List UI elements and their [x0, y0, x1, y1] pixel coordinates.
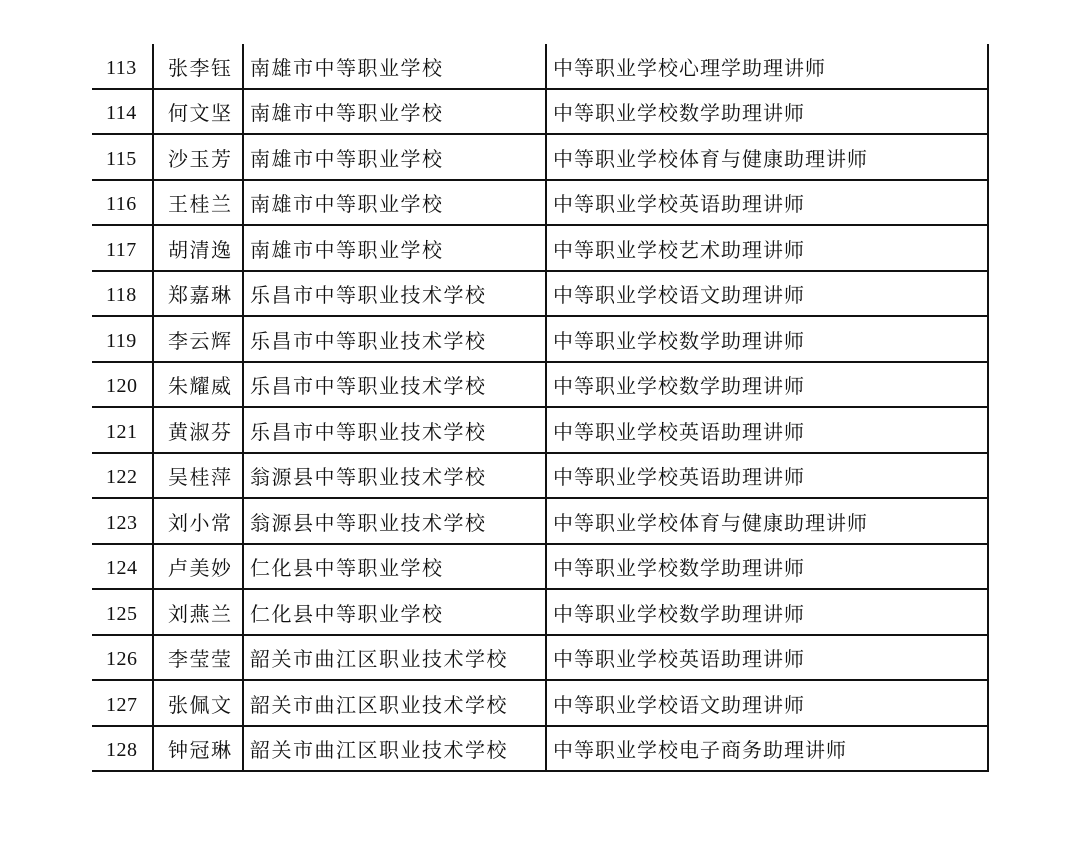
person-name: 郑嘉琳: [153, 271, 243, 317]
table-row: [92, 44, 988, 89]
person-name: 张佩文: [153, 680, 243, 726]
table-row: [92, 726, 988, 772]
row-number: 127: [92, 680, 153, 726]
table-row: [92, 589, 988, 635]
row-number: 126: [92, 635, 153, 681]
row-number: 116: [92, 180, 153, 226]
school-name: 乐昌市中等职业技术学校: [243, 407, 546, 453]
table-row: [92, 316, 988, 362]
school-name: 南雄市中等职业学校: [243, 89, 546, 135]
qualification-title: 中等职业学校心理学助理讲师: [546, 44, 988, 89]
row-number: 128: [92, 726, 153, 772]
table-row: [92, 180, 988, 226]
person-name: 卢美妙: [153, 544, 243, 590]
school-name: 翁源县中等职业技术学校: [243, 453, 546, 499]
school-name: 韶关市曲江区职业技术学校: [243, 680, 546, 726]
row-number: 122: [92, 453, 153, 499]
table-row: [92, 134, 988, 180]
person-name: 何文坚: [153, 89, 243, 135]
person-name: 刘燕兰: [153, 589, 243, 635]
table-row: [92, 635, 988, 681]
person-name: 胡清逸: [153, 225, 243, 271]
qualification-title: 中等职业学校体育与健康助理讲师: [546, 134, 988, 180]
school-name: 南雄市中等职业学校: [243, 44, 546, 89]
school-name: 韶关市曲江区职业技术学校: [243, 726, 546, 772]
person-name: 钟冠琳: [153, 726, 243, 772]
person-name: 李莹莹: [153, 635, 243, 681]
qualification-title: 中等职业学校数学助理讲师: [546, 89, 988, 135]
school-name: 仁化县中等职业学校: [243, 589, 546, 635]
qualification-title: 中等职业学校数学助理讲师: [546, 589, 988, 635]
school-name: 乐昌市中等职业技术学校: [243, 362, 546, 408]
table-row: [92, 544, 988, 590]
roster-sheet: [92, 44, 988, 772]
row-number: 119: [92, 316, 153, 362]
row-number: 124: [92, 544, 153, 590]
qualification-title: 中等职业学校数学助理讲师: [546, 362, 988, 408]
table-row: [92, 271, 988, 317]
person-name: 张李钰: [153, 44, 243, 89]
school-name: 乐昌市中等职业技术学校: [243, 271, 546, 317]
person-name: 吴桂萍: [153, 453, 243, 499]
roster-table-body: [92, 44, 988, 771]
row-number: 115: [92, 134, 153, 180]
qualification-title: 中等职业学校数学助理讲师: [546, 544, 988, 590]
row-number: 114: [92, 89, 153, 135]
row-number: 118: [92, 271, 153, 317]
table-row: [92, 453, 988, 499]
table-row: [92, 407, 988, 453]
person-name: 刘小常: [153, 498, 243, 544]
table-row: [92, 680, 988, 726]
qualification-title: 中等职业学校英语助理讲师: [546, 453, 988, 499]
person-name: 沙玉芳: [153, 134, 243, 180]
school-name: 乐昌市中等职业技术学校: [243, 316, 546, 362]
person-name: 黄淑芬: [153, 407, 243, 453]
qualification-title: 中等职业学校体育与健康助理讲师: [546, 498, 988, 544]
table-row: [92, 498, 988, 544]
table-row: [92, 225, 988, 271]
table-row: [92, 362, 988, 408]
qualification-title: 中等职业学校数学助理讲师: [546, 316, 988, 362]
school-name: 韶关市曲江区职业技术学校: [243, 635, 546, 681]
school-name: 南雄市中等职业学校: [243, 225, 546, 271]
roster-table: [92, 44, 989, 772]
school-name: 南雄市中等职业学校: [243, 134, 546, 180]
qualification-title: 中等职业学校英语助理讲师: [546, 180, 988, 226]
row-number: 121: [92, 407, 153, 453]
qualification-title: 中等职业学校艺术助理讲师: [546, 225, 988, 271]
row-number: 120: [92, 362, 153, 408]
person-name: 朱耀威: [153, 362, 243, 408]
row-number: 113: [92, 44, 153, 89]
qualification-title: 中等职业学校语文助理讲师: [546, 271, 988, 317]
qualification-title: 中等职业学校电子商务助理讲师: [546, 726, 988, 772]
qualification-title: 中等职业学校英语助理讲师: [546, 635, 988, 681]
qualification-title: 中等职业学校英语助理讲师: [546, 407, 988, 453]
row-number: 117: [92, 225, 153, 271]
school-name: 翁源县中等职业技术学校: [243, 498, 546, 544]
row-number: 123: [92, 498, 153, 544]
school-name: 仁化县中等职业学校: [243, 544, 546, 590]
qualification-title: 中等职业学校语文助理讲师: [546, 680, 988, 726]
person-name: 李云辉: [153, 316, 243, 362]
row-number: 125: [92, 589, 153, 635]
school-name: 南雄市中等职业学校: [243, 180, 546, 226]
person-name: 王桂兰: [153, 180, 243, 226]
table-row: [92, 89, 988, 135]
